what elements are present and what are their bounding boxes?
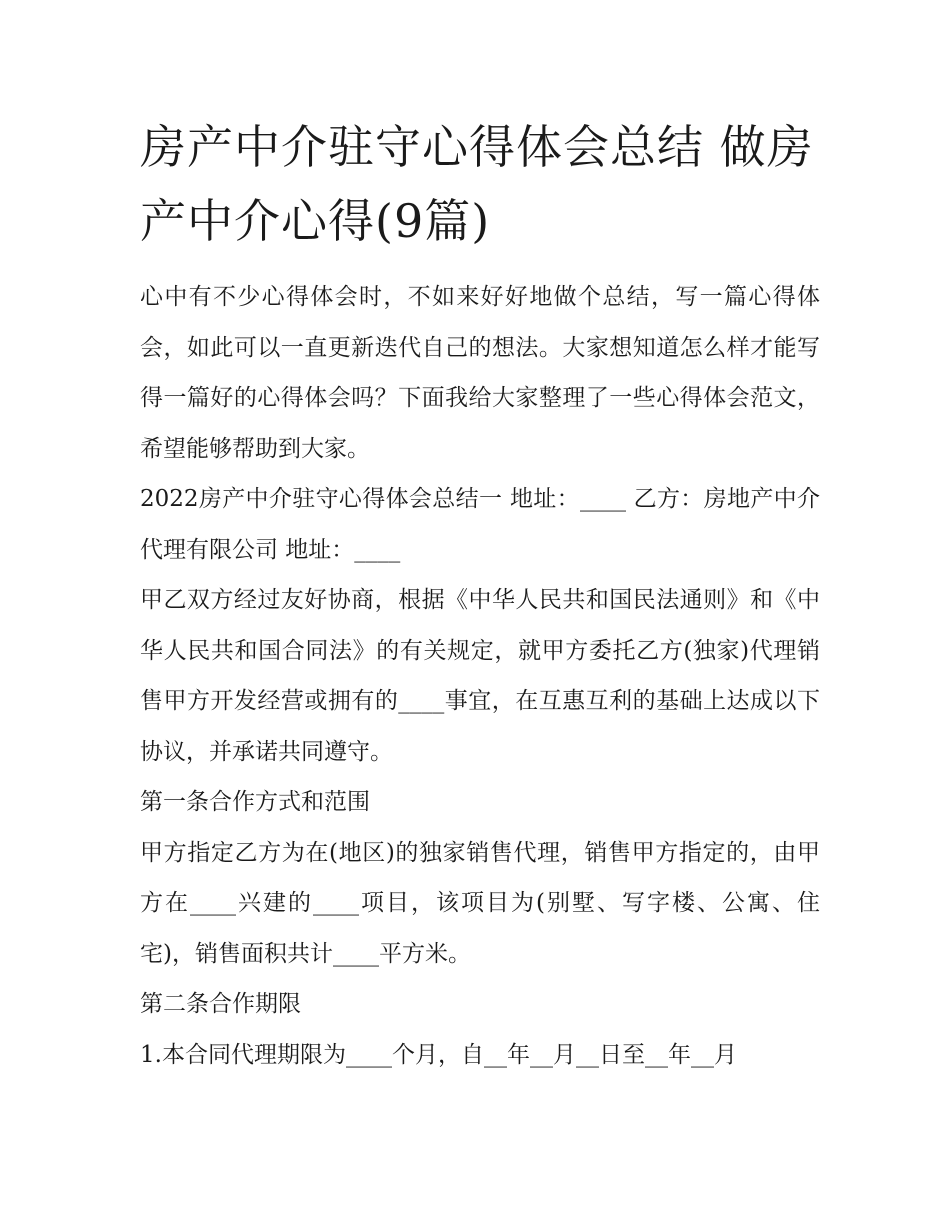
article-two-heading: 第二条合作期限 <box>140 991 301 1017</box>
article-one-heading: 第一条合作方式和范围 <box>140 789 370 815</box>
article-one-paragraph: 甲方指定乙方为在(地区)的独家销售代理，销售甲方指定的，由甲方在____兴建的____项目，该项目为(别墅、写字楼、公寓、住宅)，销售面积共计____平方米。 <box>140 839 820 967</box>
contract-header-paragraph: 2022房产中介驻守心得体会总结一 地址：____ 乙方：房地产中介代理有限公司 地址：____ <box>140 486 820 563</box>
intro-paragraph: 心中有不少心得体会时，不如来好好地做个总结，写一篇心得体会，如此可以一直更新迭代自己的想法。大家想知道怎么样才能写得一篇好的心得体会吗？下面我给大家整理了一些心得体会范文，希望能够帮助到大家。 <box>140 284 820 462</box>
document-page <box>140 110 820 1080</box>
agreement-paragraph: 甲乙双方经过友好协商，根据《中华人民共和国民法通则》和《中华人民共和国合同法》的有关规定，就甲方委托乙方(独家)代理销售甲方开发经营或拥有的____事宜，在互惠互利的基础上达成以下协议，并承诺共同遵守。 <box>140 587 820 765</box>
document-title: 房产中介驻守心得体会总结 做房产中介心得(9篇) <box>140 120 814 248</box>
article-two-paragraph: 1.本合同代理期限为____个月，自__年__月__日至__年__月 <box>140 1041 737 1068</box>
